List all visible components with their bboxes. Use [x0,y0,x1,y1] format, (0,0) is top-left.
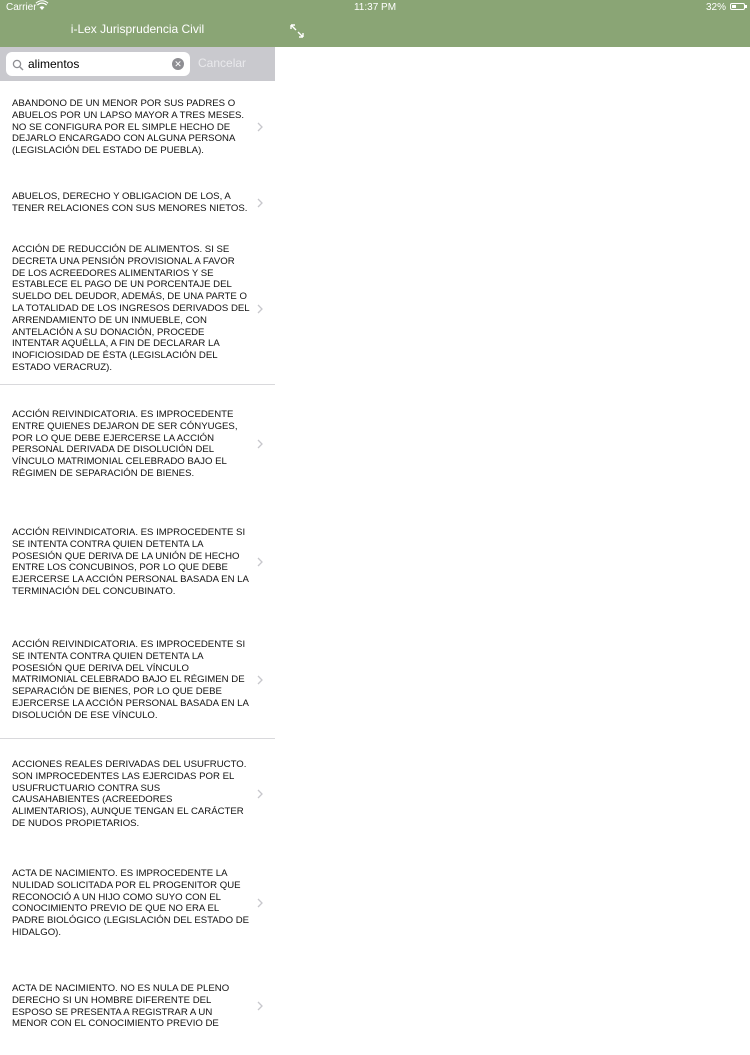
list-item[interactable] [0,849,275,957]
search-bar [0,47,275,81]
status-time: 11:37 PM [353,2,397,13]
list-item[interactable] [0,81,275,173]
chevron-right-icon [257,304,263,314]
list-item-text: ACCIÓN REIVINDICATORIA. ES IMPROCEDENTE ENTRE QUIENES DEJARON DE SER CÓNYUGES, POR LO QUE DEBE EJERCERSE LA ACCIÓN PERSONAL DERIVADA DE DISOLUCIÓN DEL VÍNCULO MATRIMONIAL CELEBRADO BAJO EL RÉGIMEN DE SEPARACIÓN DE BIENES. [12,409,238,479]
battery-tip-icon [745,5,747,8]
search-input[interactable] [28,54,168,74]
battery-icon [730,3,745,10]
cancel-button[interactable]: Cancelar [198,56,247,70]
chevron-right-icon [257,557,263,567]
chevron-right-icon [257,198,263,208]
list-item[interactable] [0,957,275,1055]
chevron-right-icon [257,898,263,908]
results-list [0,81,275,1055]
search-field[interactable] [6,52,190,76]
list-item[interactable] [0,503,275,621]
carrier-label: Carrier [6,2,37,13]
list-item[interactable] [0,173,275,233]
list-item-text: ACCIONES REALES DERIVADAS DEL USUFRUCTO. SON IMPROCEDENTES LAS EJERCIDAS POR EL USUFRUCTUARIO CONTRA SUS CAUSAHABIENTES (ACREEDORES ALIMENTARIOS), AUNQUE TENGAN EL CARÁCTER DE NUDOS PROPIETARIOS. [12,759,247,829]
chevron-right-icon [257,1001,263,1011]
chevron-right-icon [257,675,263,685]
battery-percentage: 32% [705,2,726,13]
list-item-text: ABUELOS, DERECHO Y OBLIGACION DE LOS, A TENER RELACIONES CON SUS MENORES NIETOS. [12,191,248,214]
search-icon [12,58,24,70]
list-item-text: ACCIÓN REIVINDICATORIA. ES IMPROCEDENTE SI SE INTENTA CONTRA QUIEN DETENTA LA POSESIÓN QUE DERIVA DE LA UNIÓN DE HECHO ENTRE LOS CONCUBINOS, POR LO QUE DEBE EJERCERSE LA ACCIÓN PERSONAL BASADA EN LA TERMINACIÓN DEL CONCUBINATO. [12,527,249,597]
list-item[interactable] [0,621,275,739]
list-item-text: ACCIÓN REIVINDICATORIA. ES IMPROCEDENTE SI SE INTENTA CONTRA QUIEN DETENTA LA POSESIÓN QUE DERIVA DEL VÍNCULO MATRIMONIAL CELEBRADO BAJO EL RÉGIMEN DE SEPARACIÓN DE BIENES, POR LO QUE DEBE EJERCERSE LA ACCIÓN PERSONAL BASADA EN LA DISOLUCIÓN DE ESE VÍNCULO. [12,639,249,721]
chevron-right-icon [257,122,263,132]
list-item[interactable] [0,233,275,385]
list-item-text: ACTA DE NACIMIENTO. ES IMPROCEDENTE LA NULIDAD SOLICITADA POR EL PROGENITOR QUE RECONOCIÓ A UN HIJO COMO SUYO CON EL CONOCIMIENTO PREVIO DE QUE NO ERA EL PADRE BIOLÓGICO (LEGISLACIÓN DEL ESTADO DE HIDALGO). [12,868,250,938]
clear-search-icon[interactable]: ✕ [172,58,184,70]
list-item-text: ABANDONO DE UN MENOR POR SUS PADRES O ABUELOS POR UN LAPSO MAYOR A TRES MESES. NO SE CONFIGURA POR EL SIMPLE HECHO DE DEJARLO ENCARGADO CON ALGUNA PERSONA (LEGISLACIÓN DEL ESTADO DE PUEBLA). [12,98,245,157]
list-item[interactable] [0,385,275,503]
nav-title: i-Lex Jurisprudencia Civil [70,22,205,36]
list-item-text: ACTA DE NACIMIENTO. NO ES NULA DE PLENO DERECHO SI UN HOMBRE DIFERENTE DEL ESPOSO SE PRESENTA A REGISTRAR A UN MENOR CON EL CONOCIMIENTO PREVIO DE [12,983,230,1030]
master-panel [0,47,275,1030]
navigation-bar [0,0,750,47]
chevron-right-icon [257,439,263,449]
list-item-text: ACCIÓN DE REDUCCIÓN DE ALIMENTOS. SI SE DECRETA UNA PENSIÓN PROVISIONAL A FAVOR DE LOS ACREEDORES ALIMENTARIOS Y SE ESTABLECE EL PAGO DE UN PORCENTAJE DEL SUELDO DEL DEUDOR, ADEMÁS, DE UNA PARTE O LA TOTALIDAD DE LOS INGRESOS DERIVADOS DEL ARRENDAMIENTO DE UN INMUEBLE, CON ANTELACIÓN A SU DONACIÓN, PROCEDE INTENTAR AQUÉLLA, A FIN DE DECLARAR LA INOFICIOSIDAD DE ÉSTA (LEGISLACIÓN DEL ESTADO VERACRUZ). [12,244,250,373]
expand-icon[interactable] [289,23,305,39]
chevron-right-icon [257,789,263,799]
list-item[interactable] [0,739,275,849]
status-bar [0,0,750,15]
